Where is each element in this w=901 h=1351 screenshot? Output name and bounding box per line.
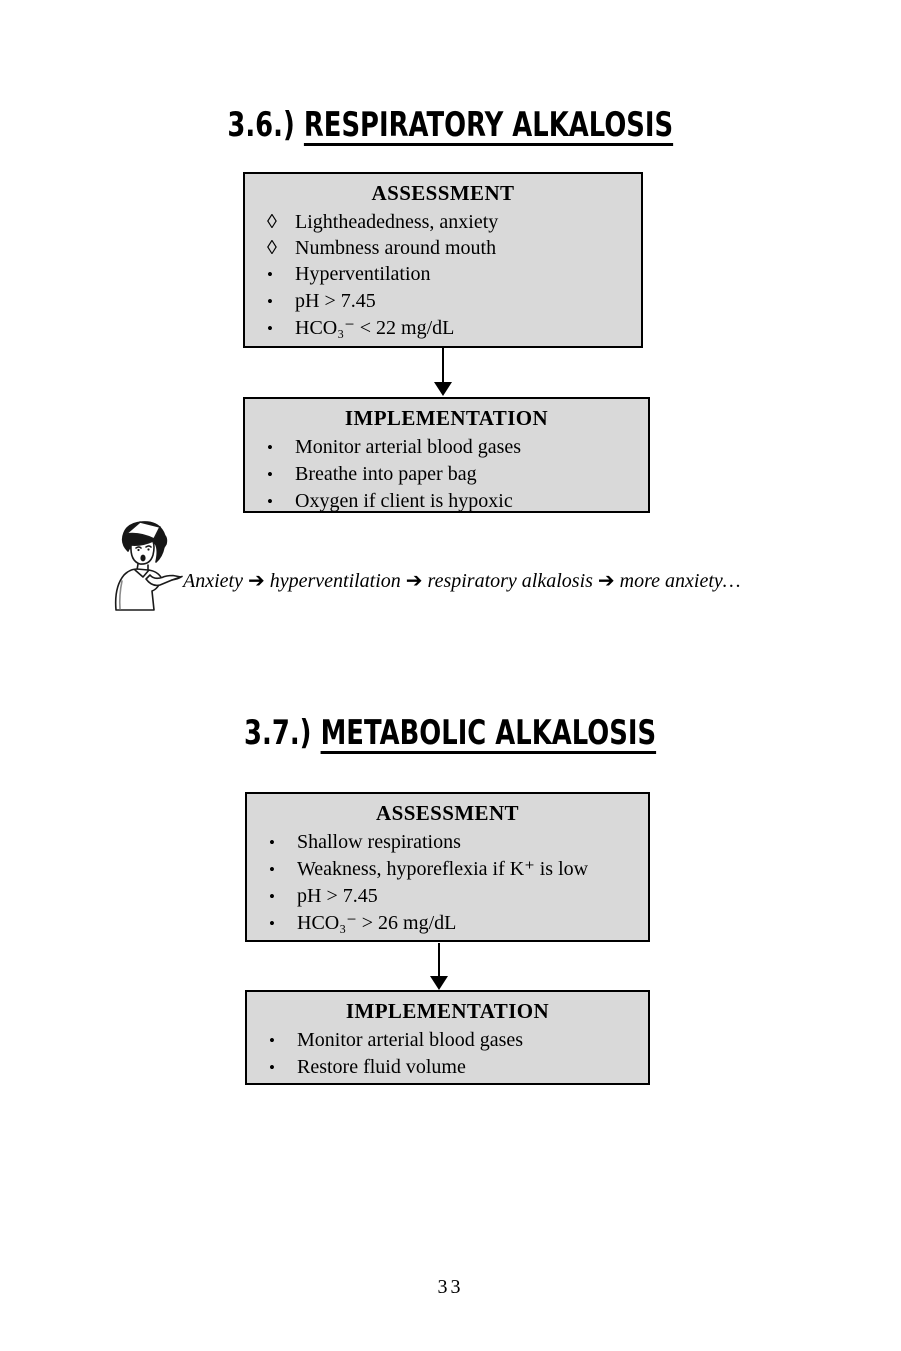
dot-bullet-icon: • [267, 265, 273, 284]
down-arrow-icon [430, 943, 448, 990]
dot-bullet-icon: • [269, 860, 275, 879]
nurse-pointing-clipart-icon [102, 517, 184, 618]
list-item [245, 461, 648, 488]
box-heading: IMPLEMENTATION [345, 999, 550, 1023]
list-item [245, 315, 641, 342]
assessment-list [247, 829, 648, 937]
assessment-box-respiratory-alkalosis [243, 172, 643, 348]
item-text: pH > 7.45 [295, 290, 376, 312]
item-text: Restore fluid volume [297, 1056, 466, 1078]
implementation-box-metabolic-alkalosis [245, 990, 650, 1085]
list-item [247, 829, 648, 856]
dot-bullet-icon: • [269, 833, 275, 852]
item-text: Shallow respirations [297, 831, 461, 853]
assessment-list [245, 209, 641, 342]
section-title-metabolic-alkalosis [0, 711, 901, 755]
list-item [245, 488, 648, 515]
list-item [247, 1054, 648, 1081]
arrow-shaft [442, 348, 444, 382]
list-item [247, 856, 648, 883]
item-text: Hyperventilation [295, 263, 431, 285]
list-item [245, 235, 641, 261]
section-title-inner [228, 103, 674, 147]
implementation-list [247, 1027, 648, 1081]
dot-bullet-icon: • [267, 492, 273, 511]
section-number: 3.7.) [244, 713, 312, 753]
dot-bullet-icon: • [267, 319, 273, 338]
down-arrow-icon [434, 348, 452, 396]
implementation-list [245, 434, 648, 515]
list-item [247, 883, 648, 910]
item-text: HCO₃⁻ < 22 mg/dL [295, 317, 455, 339]
list-item [245, 261, 641, 288]
dot-bullet-icon: • [267, 465, 273, 484]
arrow-shaft [438, 943, 440, 976]
dot-bullet-icon: • [267, 438, 273, 457]
box-heading: ASSESSMENT [376, 801, 519, 825]
section-title-respiratory-alkalosis [0, 103, 901, 147]
item-text: Breathe into paper bag [295, 463, 477, 485]
item-text: HCO₃⁻ > 26 mg/dL [297, 912, 457, 934]
diamond-bullet-icon: ◊ [267, 211, 277, 233]
item-text: Numbness around mouth [295, 237, 497, 259]
dot-bullet-icon: • [269, 914, 275, 933]
item-text: Monitor arterial blood gases [297, 1029, 524, 1051]
page-number: 33 [437, 1276, 464, 1298]
arrow-head [430, 976, 448, 990]
list-item [247, 910, 648, 937]
list-item [247, 1027, 648, 1054]
box-heading: IMPLEMENTATION [344, 406, 549, 430]
anxiety-cycle-note: Anxiety ➔ hyperventilation ➔ respiratory alkalosis ➔ more anxiety… [183, 570, 741, 592]
list-item [245, 288, 641, 315]
section-title-text: RESPIRATORY ALKALOSIS [304, 105, 674, 145]
section-title-text: METABOLIC ALKALOSIS [321, 713, 657, 753]
dot-bullet-icon: • [269, 1058, 275, 1077]
dot-bullet-icon: • [267, 292, 273, 311]
item-text: Weakness, hyporeflexia if K⁺ is low [297, 858, 589, 880]
box-heading: ASSESSMENT [371, 181, 515, 205]
section-number: 3.6.) [227, 105, 296, 145]
item-text: pH > 7.45 [297, 885, 378, 907]
diamond-bullet-icon: ◊ [267, 237, 277, 259]
section-title-inner [244, 711, 656, 755]
item-text: Monitor arterial blood gases [295, 436, 522, 458]
dot-bullet-icon: • [269, 1031, 275, 1050]
list-item [245, 209, 641, 235]
item-text: Oxygen if client is hypoxic [295, 490, 513, 512]
implementation-box-respiratory-alkalosis [243, 397, 650, 513]
dot-bullet-icon: • [269, 887, 275, 906]
assessment-box-metabolic-alkalosis [245, 792, 650, 942]
list-item [245, 434, 648, 461]
arrow-head [434, 382, 452, 396]
item-text: Lightheadedness, anxiety [295, 211, 499, 233]
